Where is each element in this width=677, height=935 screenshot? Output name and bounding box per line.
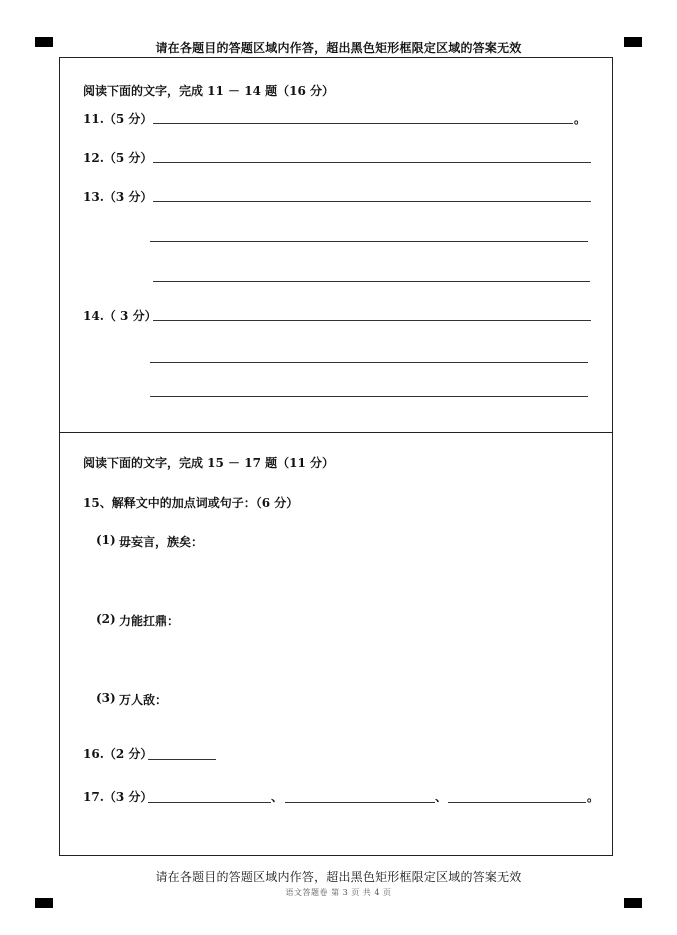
q13-answer-line-3[interactable] <box>153 281 590 282</box>
section-a-heading: 阅读下面的文字，完成 11 － 14 题（16 分） <box>83 84 334 98</box>
section-b-heading: 阅读下面的文字，完成 15 － 17 题（11 分） <box>83 456 334 470</box>
q11-label: 11.（5 分） <box>83 112 153 126</box>
top-notice: 请在各题目的答题区域内作答，超出黑色矩形框限定区域的答案无效 <box>155 41 522 55</box>
q13-answer-line-1[interactable] <box>153 201 591 202</box>
bottom-notice: 请在各题目的答题区域内作答，超出黑色矩形框限定区域的答案无效 <box>155 870 522 884</box>
q15-item-2-num: (2) <box>96 612 116 626</box>
q14-answer-line-1[interactable] <box>153 320 591 321</box>
q16-answer-line[interactable] <box>148 759 216 760</box>
q15-item-3-text: 万人敌： <box>119 693 168 707</box>
registration-mark-bottom-left <box>35 898 53 908</box>
q17-end-mark: 。 <box>587 790 600 804</box>
section-divider <box>59 432 613 433</box>
q15-item-2-text: 力能扛鼎： <box>119 614 180 628</box>
q13-label: 13.（3 分） <box>83 190 153 204</box>
q14-answer-line-2[interactable] <box>150 362 588 363</box>
q15-item-3-num: (3) <box>96 691 116 705</box>
q15-label: 15、解释文中的加点词或句子：（6 分） <box>83 496 299 510</box>
q14-label: 14.（ 3 分） <box>83 309 157 323</box>
registration-mark-bottom-right <box>624 898 642 908</box>
q17-answer-line-2[interactable] <box>285 802 435 803</box>
q15-item-1-answer-area[interactable] <box>96 553 586 603</box>
q12-answer-line[interactable] <box>153 162 591 163</box>
q17-separator-2: 、 <box>435 790 448 804</box>
page-info: 语文答题卷 第 3 页 共 4 页 <box>285 888 392 897</box>
q15-item-1-num: (1) <box>96 533 116 547</box>
q11-answer-line[interactable] <box>153 123 573 124</box>
q16-label: 16.（2 分） <box>83 747 153 761</box>
q15-item-2-answer-area[interactable] <box>96 632 586 682</box>
q17-answer-line-3[interactable] <box>448 802 586 803</box>
q15-item-3-answer-area[interactable] <box>96 711 586 741</box>
q17-answer-line-1[interactable] <box>148 802 271 803</box>
q15-item-1-text: 毋妄言，族矣： <box>119 535 204 549</box>
q17-label: 17.（3 分） <box>83 790 153 804</box>
q11-end-mark: 。 <box>574 112 587 126</box>
q12-label: 12.（5 分） <box>83 151 153 165</box>
q17-separator-1: 、 <box>271 790 284 804</box>
q14-answer-line-3[interactable] <box>150 396 588 397</box>
q13-answer-line-2[interactable] <box>150 241 588 242</box>
